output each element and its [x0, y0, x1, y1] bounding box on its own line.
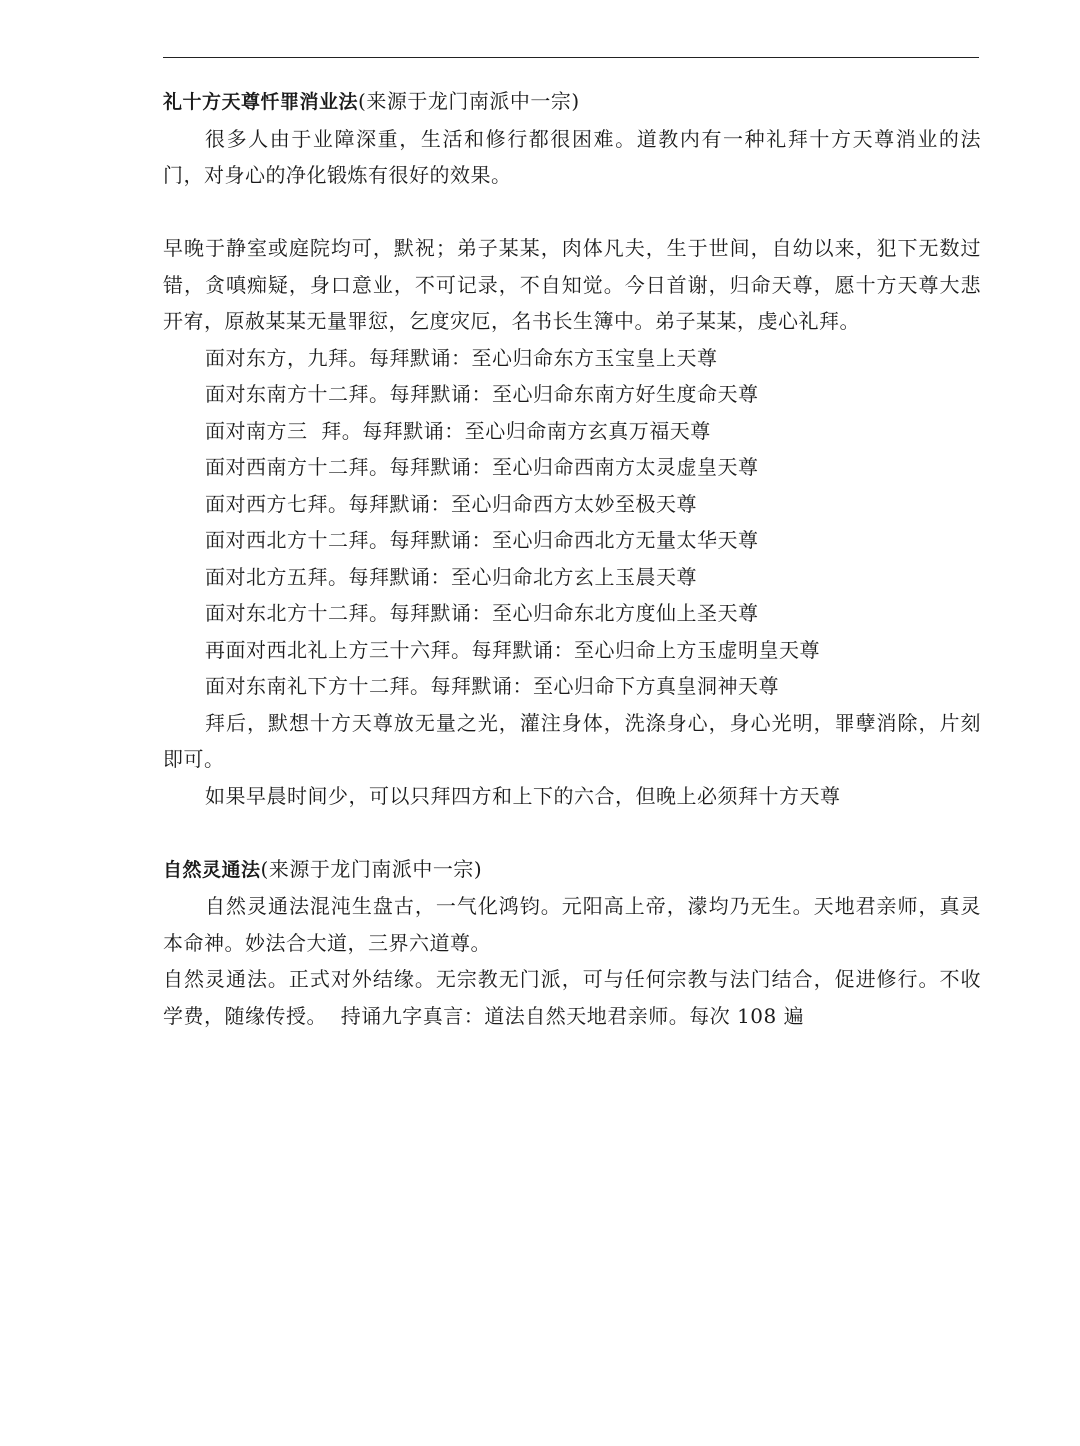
section1-prayer: 早晚于静室或庭院均可，默祝；弟子某某，肉体凡夫，生于世间，自幼以来，犯下无数过错，贪嗔痴疑，身口意业，不可记录，不自知觉。今日首谢，归命天尊，愿十方天尊大悲开宥，原赦某某无量罪愆，乞度灾厄，名书长生簿中。弟子某某，虔心礼拜。 [163, 236, 981, 333]
section2-source-note: (来源于龙门南派中一宗) [260, 856, 483, 881]
bow-step-southwest: 面对西南方十二拜。每拜默诵：至心归命西南方太灵虚皇天尊 [205, 455, 759, 479]
header-rule [163, 57, 979, 58]
section2-verse: 自然灵通法混沌生盘古，一气化鸿钧。元阳高上帝，濛均乃无生。天地君亲师，真灵本命神。妙法合大道，三界六道尊。 [163, 894, 981, 955]
section1-after: 拜后，默想十方天尊放无量之光，灌注身体，洗涤身心，身心光明，罪孽消除，片刻即可。 [163, 710, 981, 771]
bow-step-upper: 再面对西北礼上方三十六拜。每拜默诵：至心归命上方玉虚明皇天尊 [205, 637, 820, 662]
section2-title: 自然灵通法 [163, 858, 261, 881]
section1-heading [163, 83, 981, 121]
paragraph-gap [163, 194, 981, 231]
section2-body: 自然灵通法。正式对外结缘。无宗教无门派，可与任何宗教与法门结合，促进修行。不收学费，随缘传授。 持诵九字真言：道法自然天地君亲师。每次 108 遍 [163, 967, 981, 1028]
bow-step-west: 面对西方七拜。每拜默诵：至心归命西方太妙至极天尊 [205, 491, 697, 516]
document-body [163, 83, 981, 1034]
bow-step-southeast: 面对东南方十二拜。每拜默诵：至心归命东南方好生度命天尊 [205, 382, 759, 406]
section1-intro: 很多人由于业障深重，生活和修行都很困难。道教内有一种礼拜十方天尊消业的法门，对身心的净化锻炼有很好的效果。 [163, 126, 981, 187]
section1-title: 礼十方天尊忏罪消业法 [163, 91, 359, 113]
paragraph-gap [163, 814, 981, 851]
bow-step-northwest: 面对西北方十二拜。每拜默诵：至心归命西北方无量太华天尊 [205, 528, 759, 552]
section1-note: 如果早晨时间少，可以只拜四方和上下的六合，但晚上必须拜十方天尊 [205, 783, 841, 808]
bow-step-south: 面对南方三 拜。每拜默诵：至心归命南方玄真万福天尊 [205, 418, 711, 443]
section1-source-note: (来源于龙门南派中一宗) [358, 89, 580, 113]
section2-heading [163, 851, 981, 889]
bow-step-north: 面对北方五拜。每拜默诵：至心归命北方玄上玉晨天尊 [205, 564, 697, 589]
bow-step-northeast: 面对东北方十二拜。每拜默诵：至心归命东北方度仙上圣天尊 [205, 601, 759, 625]
bow-step-lower: 面对东南礼下方十二拜。每拜默诵：至心归命下方真皇洞神天尊 [205, 674, 779, 698]
bow-step-east: 面对东方，九拜。每拜默诵：至心归命东方玉宝皇上天尊 [205, 345, 718, 370]
